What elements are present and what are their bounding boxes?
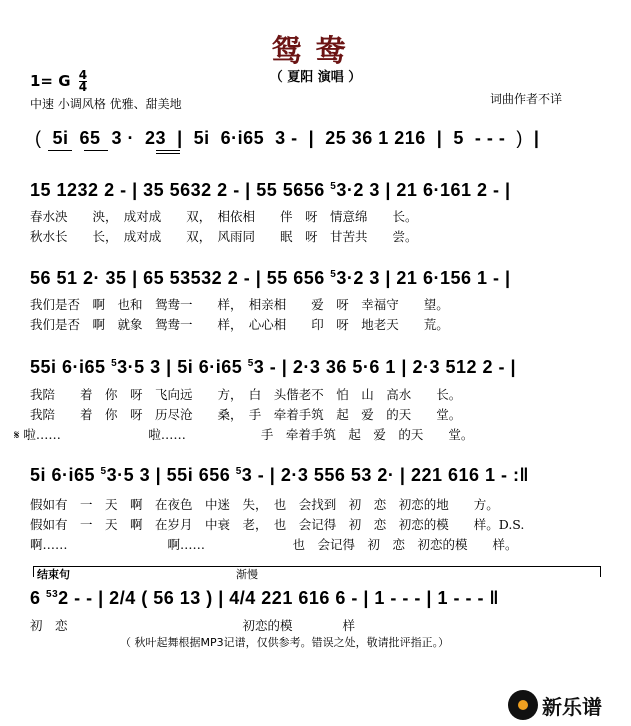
- key-signature: [30, 70, 87, 93]
- lyrics-line-5-verse-3: 啊…… 啊…… 也 会记得 初 恋 初恋的模 样。: [30, 537, 518, 552]
- ending-bracket: [33, 566, 601, 577]
- time-sig-numerator: 4: [78, 68, 88, 82]
- ending-label: 结束句: [37, 568, 70, 581]
- tempo-mark-ritardando: 渐慢: [236, 568, 258, 581]
- staff-line-3-notes: 56 51 2· 35 | 65 53532 2 - | 55 656 $^5$3·2 3 | 21 6·156 1 - |: [30, 268, 511, 288]
- tempo-style: 中速 小调风格 优雅、甜美地: [30, 97, 182, 111]
- lyrics-line-5-verse-2: 假如有 一 天 啊 在岁月 中衰 老， 也 会记得 初 恋 初恋的模 样。D.S.: [30, 517, 525, 532]
- staff-line-5-notes: 5i 6·i65 $^5$3·5 3 | 55i 656 $^5$3 - | 2·3 556 53 2· | 221 616 1 - :‖: [30, 465, 529, 485]
- key-label: 1= G: [30, 72, 71, 90]
- time-sig-denominator: 4: [78, 80, 88, 94]
- singer-credit: （ 夏阳 演唱 ）: [269, 70, 362, 85]
- staff-line-2-notes: 15 1232 2 - | 35 5632 2 - | 55 5656 $^5$3·2 3 | 21 6·161 2 - |: [30, 180, 511, 200]
- site-logo[interactable]: [508, 690, 602, 720]
- lyrics-line-2-verse-2: 秋水长 长， 成对成 双， 风雨同 眠 呀 甘苦共 尝。: [30, 229, 418, 244]
- time-signature: [79, 70, 87, 93]
- logo-text: 新乐谱: [542, 694, 602, 719]
- lyrics-line-4-verse-2: 我陪 着 你 呀 历尽沧 桑， 手 牵着手筑 起 爱 的天 堂。: [30, 407, 462, 422]
- lyrics-line-4-verse-3: 𝄋 啦…… 啦…… 手 牵着手筑 起 爱 的天 堂。: [14, 427, 474, 442]
- staff-line-1-notes: ( 5i 65 3 · 23 | 5i 6·i65 3 - | 25 36 1 216 | 5 - - - ) |: [35, 128, 540, 148]
- lyrics-line-2-verse-1: 春水泱 泱， 成对成 双， 相依相 伴 呀 情意绵 长。: [30, 209, 418, 224]
- song-title: 鸳鸯: [271, 34, 360, 69]
- composer-credit: 词曲作者不详: [490, 92, 563, 106]
- lyrics-line-4-verse-1: 我陪 着 你 呀 飞向远 方， 白 头偕老不 怕 山 高水 长。: [30, 387, 462, 402]
- vinyl-record-icon: [508, 690, 538, 720]
- staff-line-6-notes: 6 $^{53}$2 - - | 2/4 ( 56 13 ) | 4/4 221 616 6 - | 1 - - - | 1 - - - ‖: [30, 588, 499, 608]
- lyrics-line-3-verse-2: 我们是否 啊 就象 鸳鸯一 样， 心心相 印 呀 地老天 荒。: [30, 317, 449, 332]
- lyrics-line-3-verse-1: 我们是否 啊 也和 鸳鸯一 样， 相亲相 爱 呀 幸福守 望。: [30, 297, 449, 312]
- lyrics-line-6: 初 恋 初恋的模 样: [30, 618, 356, 633]
- transcription-footnote: （ 秋叶起舞根据MP3记谱，仅供参考。错误之处，敬请批评指正。）: [120, 636, 450, 649]
- lyrics-line-5-verse-1: 假如有 一 天 啊 在夜色 中迷 失， 也 会找到 初 恋 初恋的地 方。: [30, 497, 499, 512]
- staff-line-4-notes: 55i 6·i65 $^5$3·5 3 | 5i 6·i65 $^5$3 - | 2·3 36 5·6 1 | 2·3 512 2 - |: [30, 357, 517, 377]
